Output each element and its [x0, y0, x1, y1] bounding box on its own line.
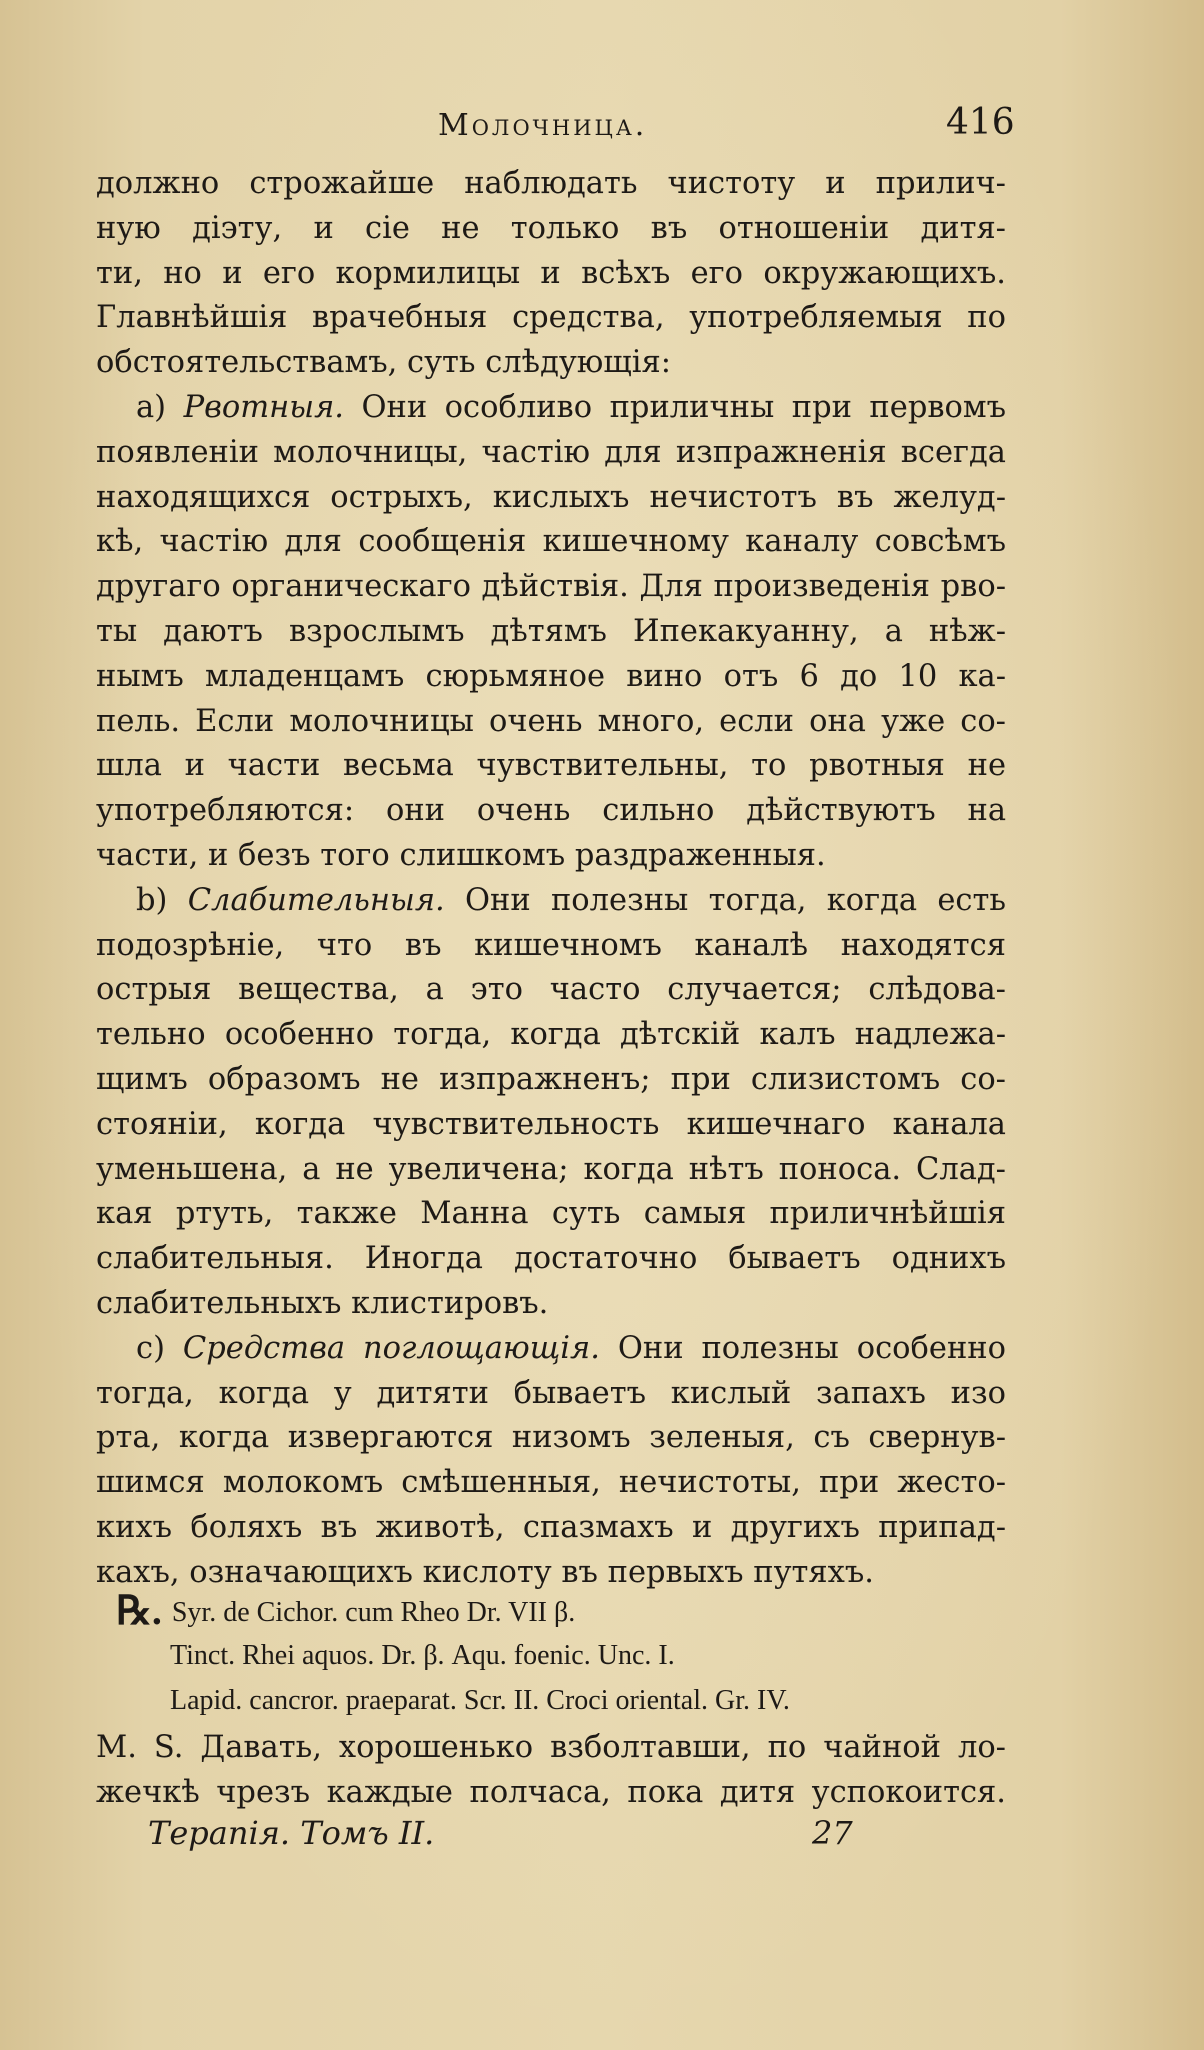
section-c-heading-line [96, 1327, 1006, 1372]
section-b-heading-line [96, 879, 1006, 924]
prescription-line-2: Tinct. Rhei aquos. Dr. β. Aqu. foenic. Unc. I. [170, 1640, 675, 1671]
section-b-marker: b) [136, 882, 168, 918]
recipe-symbol: ℞. [116, 1588, 162, 1633]
text-line: находящихся острыхъ, кислыхъ нечистотъ въ желуд- [96, 479, 1006, 515]
text-line: острыя вещества, а это часто случается; слѣдова- [96, 972, 1006, 1008]
text-line: щимъ образомъ не изпражненъ; при слизистомъ со- [96, 1061, 1006, 1097]
text-line: кѣ, частію для сообщенія кишечному каналу совсѣмъ [96, 524, 1006, 560]
prescription-line-3: Lapid. cancror. praeparat. Scr. II. Croci oriental. Gr. IV. [170, 1685, 790, 1716]
volume-title: Терапія. Томъ II. [148, 1814, 435, 1852]
text-line: кая ртуть, также Манна суть самыя приличнѣйшія [96, 1196, 1006, 1232]
instruction-line: M. S. Давать, хорошенько взболтавши, по чайной ло- [96, 1730, 1006, 1765]
section-a-title: Рвотныя. [183, 389, 344, 425]
text-line: употребляются: они очень сильно дѣйствуютъ на [96, 793, 1006, 829]
text-line: кихъ боляхъ въ животѣ, спазмахъ и другихъ припад- [96, 1509, 1006, 1545]
text-line: нымъ младенцамъ сюрьмяное вино отъ 6 до 10 ка- [96, 658, 1006, 694]
text-line: другаго органическаго дѣйствія. Для произведенія рво- [96, 569, 1006, 605]
section-a-marker: a) [136, 389, 167, 425]
text-line: рта, когда извергаются низомъ зеленыя, съ свернув- [96, 1420, 1006, 1456]
section-c-title: Средства поглощающія. [182, 1330, 600, 1366]
text-line: тогда, когда у дитяти бываетъ кислый запахъ изо [96, 1375, 1006, 1411]
main-text [96, 162, 1006, 1596]
text-line: ную діэту, и сіе не только въ отношеніи дитя- [96, 210, 1006, 246]
running-title: Молочница. [438, 108, 648, 143]
section-b-rest: Они полезны тогда, когда есть [465, 882, 1006, 918]
text-line: подозрѣніе, что въ кишечномъ каналѣ находятся [96, 927, 1006, 963]
page-number: 416 [946, 102, 1015, 143]
section-c-marker: c) [136, 1330, 165, 1366]
dosage-instructions [96, 1726, 1006, 1816]
text-line: уменьшена, а не увеличена; когда нѣтъ поноса. Слад- [96, 1151, 1006, 1187]
section-c-rest: Они полезны особенно [617, 1330, 1006, 1366]
text-line: должно строжайше наблюдать чистоту и прилич- [96, 166, 1006, 201]
text-line: шимся молокомъ смѣшенныя, нечистоты, при жесто- [96, 1465, 1006, 1501]
signature-mark: 27 [812, 1814, 853, 1852]
text-line: Главнѣйшія врачебныя средства, употребляемыя по [96, 300, 1006, 336]
text-line: ти, но и его кормилицы и всѣхъ его окружающихъ. [96, 255, 1006, 291]
prescription-line [116, 1588, 1016, 1633]
section-b-title: Слабительныя. [187, 882, 445, 918]
prescription [116, 1588, 1016, 1723]
text-line: пель. Если молочницы очень много, если она уже со- [96, 703, 1006, 739]
page-footer [0, 1814, 1204, 1864]
text-line: слабительныя. Иногда достаточно бываетъ однихъ [96, 1241, 1006, 1277]
section-a-rest: Они особливо приличны при первомъ [361, 389, 1006, 425]
prescription-line-1: Syr. de Cichor. cum Rheo Dr. VII β. [171, 1597, 576, 1628]
text-line: кахъ, означающихъ кислоту въ первыхъ путяхъ. [96, 1554, 874, 1590]
page-header [0, 102, 1204, 154]
text-line: шла и части весьма чувствительны, то рвотныя не [96, 748, 1006, 784]
text-line: части, и безъ того слишкомъ раздраженныя. [96, 837, 826, 873]
text-line: тельно особенно тогда, когда дѣтскій калъ надлежа- [96, 1017, 1006, 1053]
text-line: обстоятельствамъ, суть слѣдующія: [96, 345, 671, 381]
text-line: появленіи молочницы, частію для изпражненія всегда [96, 434, 1006, 470]
section-a-heading-line [96, 386, 1006, 431]
text-line: ты даютъ взрослымъ дѣтямъ Ипекакуанну, а нѣж- [96, 613, 1006, 649]
text-line: стояніи, когда чувствительность кишечнаго канала [96, 1106, 1006, 1142]
instruction-line: жечкѣ чрезъ каждые полчаса, пока дитя успокоится. [96, 1774, 1006, 1810]
text-line: слабительныхъ клистировъ. [96, 1285, 549, 1321]
